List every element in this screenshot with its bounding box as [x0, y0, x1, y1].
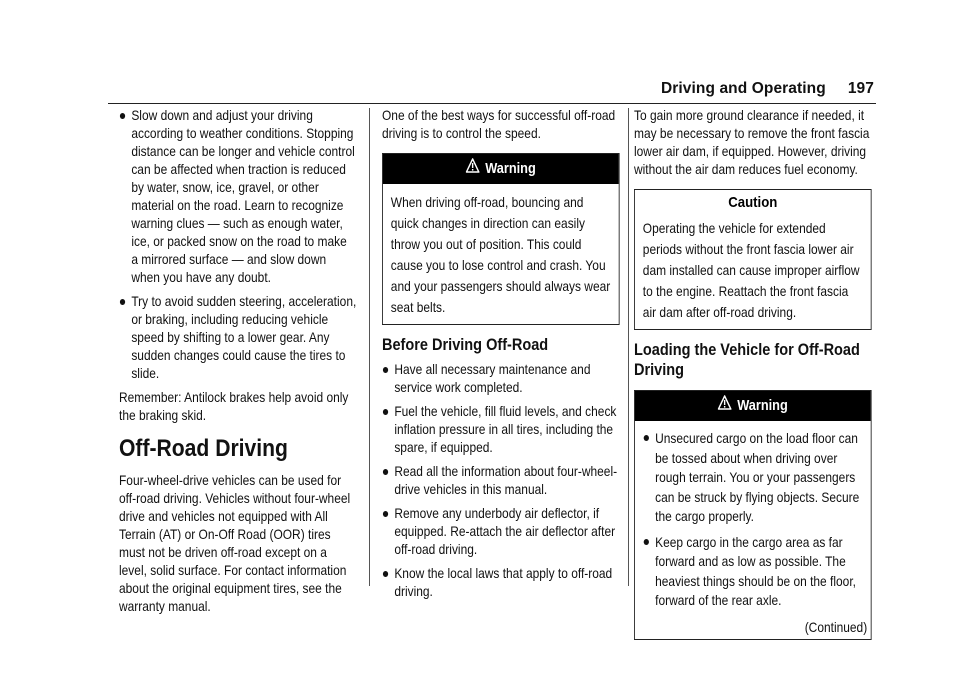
list-item: Keep cargo in the cargo area as far forward and as low as possible. The heaviest things should be on the floor, forward of the rear axle.: [643, 533, 863, 611]
column-3: [634, 107, 870, 650]
warning-title: Warning: [485, 161, 536, 177]
section-title: Driving and Operating: [660, 80, 826, 97]
page-header: [661, 80, 874, 98]
list-item: Slow down and adjust your driving according to weather conditions. Stopping distance can be longer and vehicle control can be affected when traction is reduced by water, snow, ice, gravel, or other material on the road. Learn to recognize warning clues — such as enough water, ice, or packed snow on the road to make a mirrored surface — and slow down when you have any doubt.: [119, 107, 357, 287]
list-item: Have all necessary maintenance and service work completed.: [382, 361, 620, 397]
bullet-list: [643, 429, 863, 611]
section-heading: Before Driving Off-Road: [382, 336, 549, 354]
list-item: Read all the information about four-wheel-drive vehicles in this manual.: [382, 463, 620, 499]
page-number: 197: [847, 80, 874, 97]
column-divider-1: [369, 108, 370, 586]
warning-triangle-icon: [718, 391, 732, 421]
bullet-list: [119, 107, 357, 383]
column-divider-2: [628, 108, 629, 586]
continued-label: (Continued): [804, 619, 868, 635]
header-rule: [108, 103, 876, 104]
list-item: Remove any underbody air deflector, if equipped. Re-attach the air deflector after off-road driving.: [382, 505, 620, 559]
warning-body: [635, 421, 871, 623]
column-2: [382, 107, 618, 607]
body-paragraph: To gain more ground clearance if needed, it may be necessary to remove the front fascia lower air dam, if equipped. However, driving without the air dam reduces fuel economy.: [634, 108, 870, 177]
caution-title: Caution: [728, 194, 778, 211]
warning-header: [635, 391, 871, 421]
remember-note: Remember: Antilock brakes help avoid only the braking skid.: [119, 390, 349, 423]
list-item: Try to avoid sudden steering, acceleration, or braking, including reducing vehicle speed by shifting to a lower gear. Any sudden changes could cause the tires to slide.: [119, 293, 357, 383]
caution-box: [634, 189, 872, 330]
list-item: Fuel the vehicle, fill fluid levels, and check inflation pressure in all tires, including the spare, if equipped.: [382, 403, 620, 457]
list-item: Unsecured cargo on the load floor can be tossed about when driving over rough terrain. You or your passengers can be struck by flying objects. Secure the cargo properly.: [643, 429, 863, 527]
warning-box: [634, 390, 872, 640]
caution-body: Operating the vehicle for extended periods without the front fascia lower air dam installed can cause improper airflow to the engine. Reattach the front fascia air dam after off-road driving.: [642, 221, 860, 320]
list-item: Know the local laws that apply to off-road driving.: [382, 565, 620, 601]
bullet-list: [382, 361, 620, 601]
warning-header: [383, 154, 619, 184]
body-paragraph: Four-wheel-drive vehicles can be used for off-road driving. Vehicles without four-wheel drive and vehicles not equipped with All Terrain (AT) or On-Off Road (OOR) tires must not be driven off-road except on a level, solid surface. For contact information about the original equipment tires, see the warranty manual.: [119, 473, 351, 614]
warning-triangle-icon: [466, 154, 480, 184]
column-1: [119, 107, 357, 623]
section-heading: Off-Road Driving: [119, 435, 288, 462]
section-heading: Loading the Vehicle for Off-Road Driving: [634, 341, 860, 379]
warning-title: Warning: [737, 398, 788, 414]
body-paragraph: One of the best ways for successful off-road driving is to control the speed.: [382, 108, 616, 141]
warning-body: When driving off-road, bouncing and quick changes in direction can easily throw you out of position. This could cause you to lose control and crash. You and your passengers should always wear seat belts.: [390, 195, 611, 315]
warning-box: [382, 153, 620, 325]
